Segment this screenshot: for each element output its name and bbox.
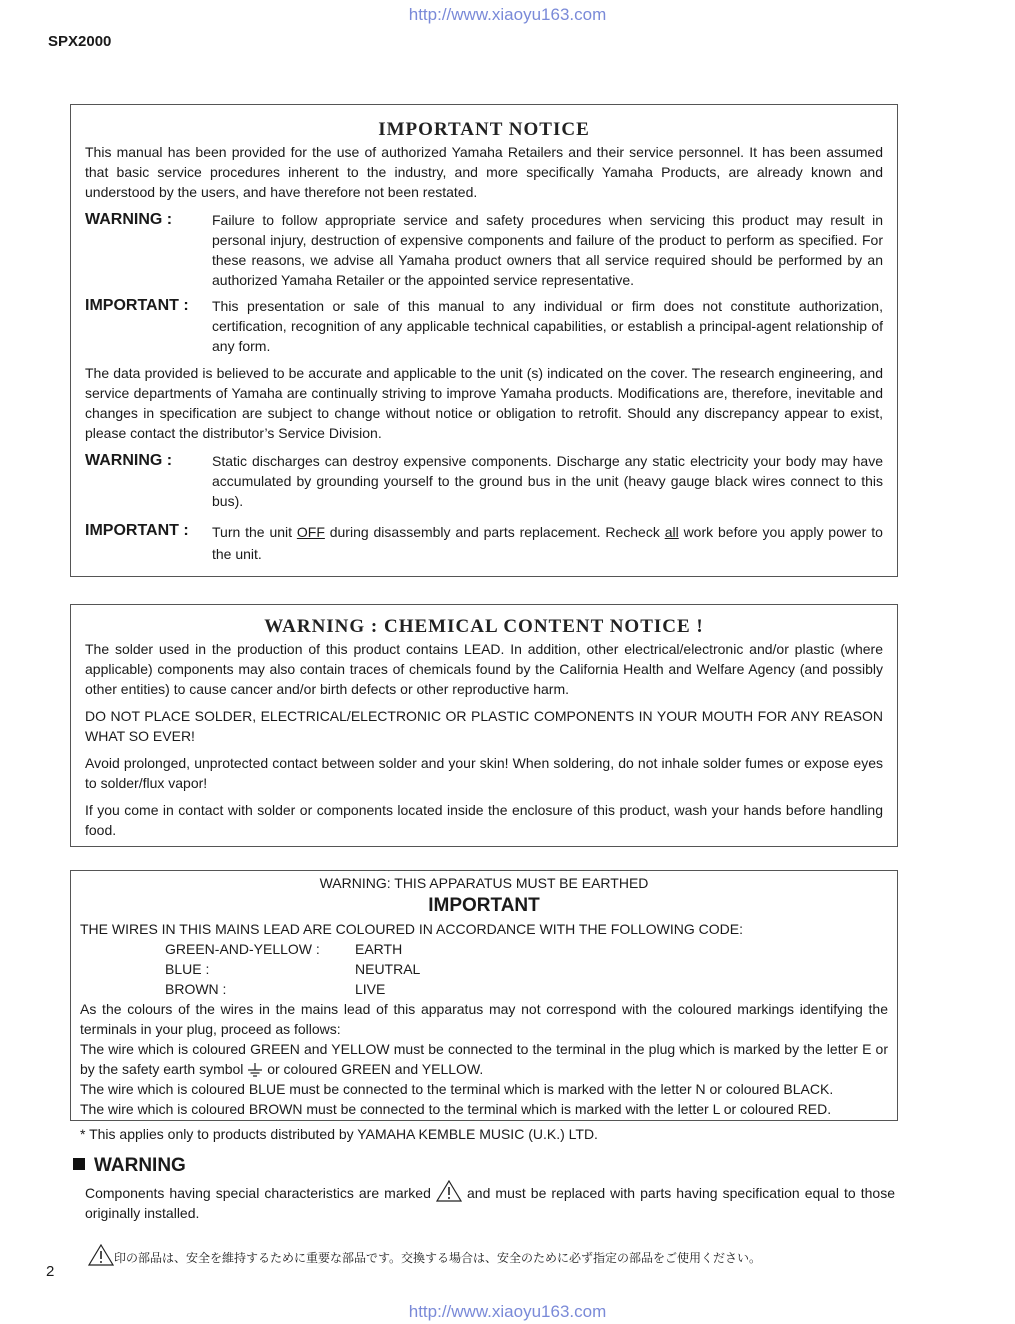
earthing-para-3: The wire which is coloured BLUE must be connected to the terminal which is marked with the letter N or coloured BLACK. (80, 1081, 834, 1097)
earthing-box (70, 870, 898, 1121)
earthing-para-2 (80, 1039, 888, 1079)
chemical-para-1: The solder used in the production of this product contains LEAD. In addition, other electrical/electronic and/or plastic (where applicable) components may also contain traces of chemicals found by the California Health and Welfare Agency (and possibly other entities) to cause cancer and/or birth defects or other reproductive harm. (85, 641, 883, 697)
text-part: or coloured GREEN and YELLOW. (263, 1061, 484, 1077)
off-underlined: OFF (296, 524, 325, 540)
text-part: and must be replaced with parts having specification equal to those originally installed. (85, 1185, 896, 1221)
warning-section-text (85, 1180, 895, 1223)
important-row-2 (85, 521, 883, 565)
important-text: This presentation or sale of this manual to any individual or firm does not constitute authorization, certification, recognition of any applicable technical capabilities, or establish a principal-agent relationship of any form. (212, 298, 883, 354)
warning-heading-text: WARNING (94, 1155, 186, 1176)
warning-text: Static discharges can destroy expensive components. Discharge any static electricity your body may have accumulated by grounding yourself to the ground bus in the unit (heavy gauge black wires connect to this bus). (212, 453, 883, 509)
wire-color: BROWN : (165, 981, 227, 997)
japanese-safety-note (88, 1244, 761, 1268)
page-number: 2 (46, 1263, 55, 1280)
footnote: * This applies only to products distributed by YAMAHA KEMBLE MUSIC (U.K.) LTD. (80, 1126, 598, 1142)
text-part: work before you apply power to the unit. (212, 524, 883, 562)
all-underlined: all (664, 524, 679, 540)
text-part: Components having special characteristics are marked (85, 1185, 436, 1201)
wire-code-row (80, 939, 888, 959)
chemical-notice-box (70, 604, 898, 847)
text-part: The wire which is coloured GREEN and YELLOW must be connected to the terminal in the plug which is marked by the letter E or by the safety earth symbol (80, 1041, 888, 1077)
wire-color: BLUE : (165, 961, 210, 977)
caution-triangle-icon (88, 1244, 114, 1266)
header-url[interactable]: http://www.xiaoyu163.com (408, 5, 607, 24)
warning-text: Failure to follow appropriate service and safety procedures when servicing this product may result in personal injury, destruction of expensive components and failure of the product to perform as specified. For these reasons, we advise all Yamaha product owners that all service required should be performed by an authorized Yamaha Retailer or the appointed service representative. (212, 212, 883, 288)
caution-triangle-icon (436, 1180, 462, 1202)
warning-row-2 (85, 451, 883, 511)
important-text (212, 521, 883, 565)
wire-color: GREEN-AND-YELLOW : (165, 941, 320, 957)
chemical-notice-title: WARNING : CHEMICAL CONTENT NOTICE ! (264, 616, 704, 637)
wire-meaning: NEUTRAL (355, 961, 421, 977)
important-notice-box (70, 104, 898, 577)
model-name: SPX2000 (48, 33, 112, 50)
chemical-para-4: If you come in contact with solder or components located inside the enclosure of this product, wash your hands before handling food. (85, 802, 883, 838)
chemical-para-2: DO NOT PLACE SOLDER, ELECTRICAL/ELECTRONIC OR PLASTIC COMPONENTS IN YOUR MOUTH FOR ANY REASON WHAT SO EVER! (85, 708, 883, 744)
earthing-para-4: The wire which is coloured BROWN must be connected to the terminal which is marked with the letter L or coloured RED. (80, 1101, 832, 1117)
wire-code-row (80, 959, 888, 979)
data-accuracy-paragraph: The data provided is believed to be accurate and applicable to the unit (s) indicated on the cover. The research engineering, and service departments of Yamaha are continually striving to improve Yamaha products. Modifications are, therefore, inevitable and changes in specification are subject to change without notice or obligation to retrofit. Should any discrepancy appear to exist, please contact the distributor’s Service Division. (85, 365, 883, 441)
important-notice-title: IMPORTANT NOTICE (378, 119, 590, 140)
warning-label: WARNING : (85, 452, 173, 469)
footer-url[interactable]: http://www.xiaoyu163.com (408, 1302, 607, 1321)
earthing-para-1: As the colours of the wires in the mains lead of this apparatus may not correspond with the coloured markings identifying the terminals in your plug, proceed as follows: (80, 1001, 888, 1037)
earthing-important-heading: IMPORTANT (428, 895, 540, 916)
important-row-1 (85, 296, 883, 356)
chemical-para-3: Avoid prolonged, unprotected contact between solder and your skin! When soldering, do not inhale solder fumes or expose eyes to solder/flux vapor! (85, 755, 883, 791)
wire-meaning: EARTH (355, 941, 403, 957)
important-label: IMPORTANT : (85, 522, 189, 539)
text-part: Turn the unit (212, 524, 297, 540)
important-notice-intro: This manual has been provided for the use of authorized Yamaha Retailers and their service personnel. It has been assumed that basic service procedures inherent to the industry, and more specifically Yamaha Products, are already known and understood by the users, and have therefore not been restated. (85, 144, 883, 200)
earth-symbol-icon (247, 1063, 263, 1077)
warning-label: WARNING : (85, 211, 173, 228)
japanese-note-text: 印の部品は、安全を維持するために重要な部品です。交換する場合は、安全のために必ず指定の部品をご使用ください。 (114, 1251, 762, 1265)
square-bullet-icon (73, 1158, 85, 1170)
warning-section-heading (73, 1154, 186, 1178)
wire-code-intro: THE WIRES IN THIS MAINS LEAD ARE COLOURED IN ACCORDANCE WITH THE FOLLOWING CODE: (80, 921, 744, 937)
warning-row-1 (85, 210, 883, 290)
text-part: during disassembly and parts replacement. Recheck (324, 524, 665, 540)
important-label: IMPORTANT : (85, 297, 189, 314)
wire-meaning: LIVE (355, 981, 386, 997)
wire-code-row (80, 979, 888, 999)
earthing-warning-line: WARNING: THIS APPARATUS MUST BE EARTHED (319, 875, 649, 891)
